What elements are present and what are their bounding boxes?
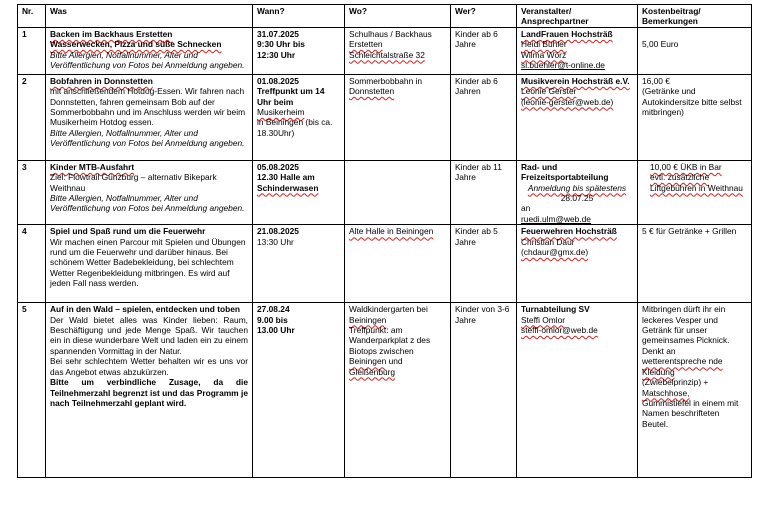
row-wo: [345, 160, 451, 224]
organizer-name: Musikverein Hochsträß e.V.: [521, 75, 630, 86]
event-meeting-town: in Beiningen (bis ca. 18.30Uhr): [257, 117, 333, 138]
organizer-name: Turnabteilung SV: [521, 304, 590, 315]
row-wo: [345, 74, 451, 160]
row-was: [46, 27, 253, 74]
event-time-start: 9:30 Uhr bis: [257, 39, 305, 50]
event-location-3: [349, 356, 446, 366]
table-row: [18, 74, 752, 160]
row-was: [46, 74, 253, 160]
contact-email[interactable]: sl.buehler@t-online.de: [521, 60, 605, 71]
event-location-2: Erstetten: [349, 39, 383, 50]
row-wo: [345, 303, 451, 478]
cost-note-4: Matschhose,: [642, 387, 690, 398]
event-date: 31.07.2025: [257, 28, 299, 39]
row-wer: Kinder ab 5 Jahre: [451, 225, 517, 303]
event-location: Alte Halle in Beiningen: [349, 226, 434, 237]
row-wann: [253, 27, 345, 74]
row-kosten: [638, 74, 752, 160]
event-location-town-a: Beiningen: [349, 356, 387, 367]
event-meeting-point: 12.30 Halle am: [257, 172, 315, 183]
event-location-1: Sommerbobbahn in: [349, 75, 423, 86]
table-row: [18, 27, 752, 74]
row-was: [46, 160, 253, 224]
cost-value: 16,00 €: [642, 75, 670, 86]
event-location-4: Gleißenburg: [349, 366, 396, 377]
cost-note: evtl. zusätzliche Liftgebühren in Weithnau: [650, 172, 743, 193]
event-date: 27.08.24: [257, 304, 290, 315]
row-wann: [253, 303, 345, 478]
event-note: Bitte Allergien, Notfallnummer, Alter und Veröffentlichung von Fotos bei Anmeldung angeben.: [50, 193, 245, 214]
event-weather-note: Bei sehr schlechtem Wetter behalten wir es uns vor das Angebot etwas abzukürzen.: [50, 356, 248, 377]
row-veranstalter: [517, 27, 638, 74]
registration-deadline-label: Anmeldung bis spätestens: [527, 182, 627, 193]
row-nr: 3: [18, 160, 46, 224]
header-wann: Wann?: [253, 5, 345, 28]
cost-note-1: Mitbringen dürft ihr ein leckeres Vesper und Getränk für unser gemeinsames Picknick. Denkt an: [642, 304, 730, 356]
contact-person: Leonie Gerster: [521, 86, 577, 97]
table-row: [18, 160, 752, 224]
row-veranstalter: [517, 160, 638, 224]
contact-person-1: Heidi Bühler: [521, 39, 567, 50]
row-wer: Kinder ab 6 Jahren: [451, 74, 517, 160]
header-kosten-line2: Bemerkungen: [642, 16, 698, 27]
event-location-1: Waldkindergarten bei: [349, 304, 428, 315]
row-kosten: [638, 160, 752, 224]
event-title: Bobfahren in Donnstetten: [50, 75, 153, 86]
row-wer: Kinder ab 6 Jahre: [451, 27, 517, 74]
cost-value: 5,00 Euro: [642, 38, 679, 49]
organizer-name: Feuerwehren Hochsträß: [521, 226, 617, 237]
event-subtitle: Wasserwecken, Pizza und süße Schnecken: [50, 39, 222, 50]
contact-email[interactable]: (leonie-gerster@web.de): [521, 96, 614, 107]
row-wer: Kinder ab 11 Jahre: [451, 160, 517, 224]
contact-email[interactable]: ruedi.ulm@web.de: [521, 213, 591, 224]
row-veranstalter: [517, 225, 638, 303]
event-time-end: 13.00 Uhr: [257, 325, 295, 336]
header-row: [18, 5, 752, 28]
header-was: Was: [46, 5, 253, 28]
event-date: 01.08.2025: [257, 75, 299, 86]
event-location-3: Schleichtalstraße 32: [349, 49, 425, 60]
row-kosten: [638, 303, 752, 478]
contact-email[interactable]: steffi-omlor@web.de: [521, 325, 598, 336]
header-kosten-line1: Kostenbeitrag/: [642, 6, 701, 16]
row-kosten: [638, 27, 752, 74]
event-location-1: Schulhaus / Backhaus: [349, 28, 432, 39]
event-note: Bitte Allergien, Notfallnummer, Alter und Veröffentlichung von Fotos bei Anmeldung angeben.: [50, 49, 245, 71]
event-time-end: 12:30 Uhr: [257, 49, 296, 60]
cost-note-3: (Zwiebelprinzip) +: [642, 377, 709, 388]
event-location-2: Donnstetten: [349, 86, 395, 97]
event-description: mit anschließendem Hotdog-Essen. Wir fahren nach Donnstetten, fahren gemeinsam Bob auf der Sommerbobbahn und im Anschluss werden wir beim Musikerheim Hotdog essen.: [50, 86, 246, 128]
registration-to: an: [521, 203, 531, 214]
row-wann: [253, 225, 345, 303]
row-wann: [253, 160, 345, 224]
event-title: Kinder MTB-Ausfahrt: [50, 161, 135, 172]
event-note: Bitte Allergien, Notfallnummer, Alter und Veröffentlichung von Fotos bei Anmeldung angeben.: [50, 127, 245, 149]
contact-person: Christian Daur: [521, 236, 575, 247]
event-meeting-place: Musikerheim: [257, 107, 305, 118]
organizer-name: LandFrauen Hochsträß: [521, 28, 613, 39]
row-wann: [253, 74, 345, 160]
row-nr: 1: [18, 27, 46, 74]
event-location-2: Beiningen: [349, 314, 387, 325]
row-was: [46, 225, 253, 303]
header-wo: Wo?: [345, 5, 451, 28]
row-veranstalter: [517, 74, 638, 160]
header-veranstalter: [517, 5, 638, 28]
row-wo: [345, 27, 451, 74]
event-title: Spiel und Spaß rund um die Feuerwehr: [50, 226, 206, 237]
row-was: [46, 303, 253, 478]
event-meeting-point: Treffpunkt um 14 Uhr beim: [257, 86, 325, 107]
header-veranstalter-line2: Ansprechpartner: [521, 16, 589, 27]
row-veranstalter: [517, 303, 638, 478]
event-title: Auf in den Wald – spielen, entdecken und toben: [50, 304, 241, 315]
cost-value: 10,00 € ÜKB in Bar: [650, 161, 722, 172]
event-meeting-place: Schinderwasen: [257, 182, 319, 193]
event-title: Backen im Backhaus Erstetten: [50, 28, 173, 39]
cost-note-5: Gummistiefel in einem mit Namen beschrifteten Beutel.: [642, 397, 739, 429]
event-registration-note: Bitte um verbindliche Zusage, da die Teilnehmerzahl begrenzt ist und das Programm je nach Teilnehmerzahl geplant wird.: [50, 377, 248, 408]
event-description: Der Wald bietet alles was Kinder lieben: Raum, Beschäftigung und jede Menge Spaß. Wir tauchen ein in diese wunderbare Welt und laden ein zu einem spannenden Vormittag in der Natur.: [50, 314, 248, 356]
row-nr: 4: [18, 225, 46, 303]
contact-email[interactable]: (chdaur@gmx.de): [521, 247, 589, 258]
event-description: Ziel: Flowtrail Günzburg – alternativ Bikepark Weithnau: [50, 172, 217, 193]
header-veranstalter-line1: Veranstalter/: [521, 6, 572, 16]
event-location-and: und: [388, 356, 403, 367]
header-wer: Wer?: [451, 5, 517, 28]
cost-note: (Getränke und Autokindersitze bitte selbst mitbringen): [642, 86, 742, 118]
table-row: [18, 303, 752, 478]
event-date: 21.08.2025: [257, 226, 299, 237]
event-time-start: 9.00 bis: [257, 314, 288, 325]
registration-deadline-date: 28.07.25: [560, 193, 594, 204]
events-table: [17, 4, 752, 478]
contact-person: Steffi Omlor: [521, 314, 566, 325]
event-meeting-point: Treffpunkt: am Wanderparkplat z des Biotops zwischen: [349, 325, 431, 356]
contact-person-2: Wilma Wörz: [521, 49, 567, 60]
row-nr: 2: [18, 74, 46, 160]
cost-note-2: wetterentspreche nde Kleidung: [642, 356, 723, 377]
row-wer: Kinder von 3-6 Jahre: [451, 303, 517, 478]
header-kosten: [638, 5, 752, 28]
row-wo: [345, 225, 451, 303]
row-kosten: [638, 225, 752, 303]
header-nr: Nr.: [18, 5, 46, 28]
event-time: 13:30 Uhr: [257, 236, 294, 247]
cost-value: 5 € für Getränke + Grillen: [642, 226, 737, 237]
table-row: [18, 225, 752, 303]
organizer-name: Rad- und Freizeitsportabteilung: [521, 161, 609, 183]
event-description: Wir machen einen Parcour mit Spielen und Übungen rund um die Feuerwehr und darüber hinaus. Bei schönem Wetter Badebekleidung, bei schlechtem Wetter Regenbekleidung mitbringen. Es wird auf jeden Fall nass werden.: [50, 236, 246, 289]
event-date: 05.08.2025: [257, 161, 299, 172]
row-nr: 5: [18, 303, 46, 478]
